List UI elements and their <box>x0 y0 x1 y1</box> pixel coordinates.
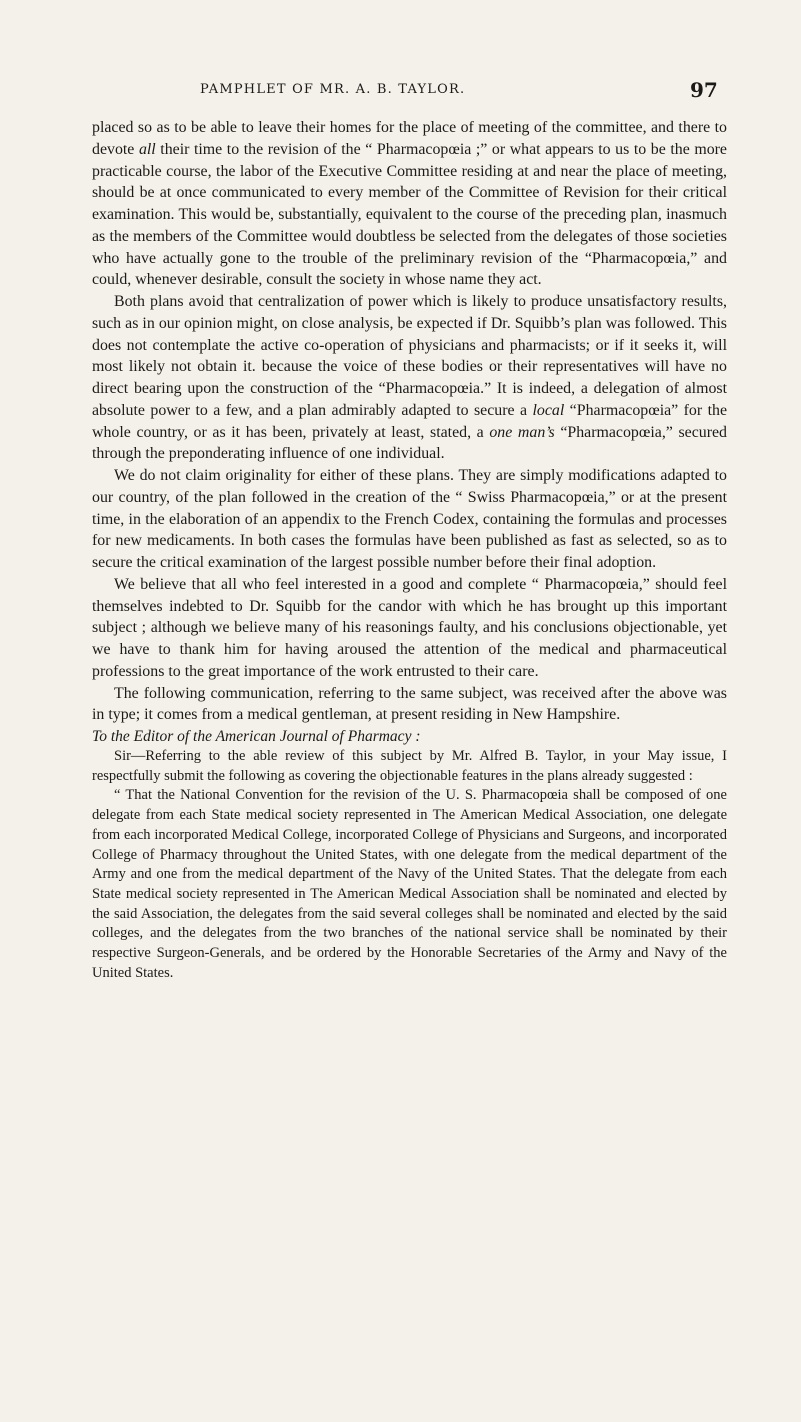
paragraph-2: Both plans avoid that centralization of power which is likely to produce unsatisfactory results, such as in our opinion might, on close analysis, be expected if Dr. Squibb’s plan was followed. This does not contemplate the active co-operation of physicians and pharmacists; or if it seeks it, will most likely not obtain it. because the voice of these bodies or their representatives will have no direct bearing upon the construction of the “Pharmacopœia.” It is indeed, a delegation of almost absolute power to a few, and a plan admirably adapted to secure a local “Pharmacopœia” for the whole country, or as it has been, privately at least, stated, a one man’s “Pharmacopœia,” secured through the preponderating influence of one individual. <box>92 293 727 463</box>
page-header <box>0 74 801 104</box>
paragraph-5: The following communication, referring to the same subject, was received after the above was in type; it comes from a medical gentleman, at present residing in New Hampshire. <box>92 684 727 724</box>
emphasis-all: all <box>138 140 156 158</box>
paragraph-3: We do not claim originality for either of these plans. They are simply modifications adapted to our country, of the plan followed in the creation of the “ Swiss Pharmacopœia,” or at the present time, in the elaboration of an appendix to the French Codex, containing the formulas and processes for new medicaments. In both cases the formulas have been published as fast as selected, so as to secure the critical examination of the largest possible number before their final adoption. <box>92 467 727 571</box>
article-text <box>92 117 727 726</box>
emphasis-one-mans: one man’s <box>489 423 555 441</box>
paragraph-4: We believe that all who feel interested in a good and complete “ Pharmacopœia,” should feel themselves indebted to Dr. Squibb for the candor with which he has brought up this important subject ; although we believe many of his reasonings faulty, and his conclusions objectionable, yet we have to thank him for having aroused the attention of the medical and pharmaceutical professions to the great importance of the work entrusted to their care. <box>92 575 727 680</box>
letter-heading: To the Editor of the American Journal of Pharmacy : <box>92 728 421 745</box>
running-head: PAMPHLET OF MR. A. B. TAYLOR. <box>200 82 466 97</box>
letter-paragraph-1: Sir—Referring to the able review of this subject by Mr. Alfred B. Taylor, in your May issue, I respectfully submit the following as covering the objectionable features in the plans already suggested : <box>92 748 727 784</box>
paragraph-1: placed so as to be able to leave their homes for the place of meeting of the committee, and there to devote all their time to the revision of the “ Pharmacopœia ;” or what appears to us to be the more practicable course, the labor of the Executive Committee residing at and near the place of meeting, should be at once communicated to every member of the Committee of Revision for their critical examination. This would be, substantially, equivalent to the course of the preceding plan, inasmuch as the members of the Committee would doubtless be selected from the delegates of those societies who have actually gone to the trouble of the preliminary revision of the “Pharmacopœia,” and could, whenever desirable, consult the society in whose name they act. <box>92 119 727 289</box>
page-body <box>92 117 727 983</box>
page-number: 97 <box>690 78 718 102</box>
emphasis-local: local <box>532 401 565 419</box>
letter-to-editor <box>92 726 727 983</box>
letter-paragraph-2: “ That the National Convention for the revision of the U. S. Pharmacopœia shall be composed of one delegate from each State medical society represented in The American Medical Association, one delegate from each incorporated Medical College, incorporated College of Physicians and Surgeons, and incorporated College of Pharmacy throughout the United States, with one delegate from the medical department of the Army and one from the medical department of the Navy of the United States. That the delegate from each State medical society represented in The American Medical Association shall be nominated and elected by the said Association, the delegates from the said several colleges shall be nominated and elected by the said colleges, and the delegates from the two branches of the national service shall be nominated by their respective Surgeon-Generals, and be ordered by the Honorable Secretaries of the Army and Navy of the United States. <box>92 787 727 981</box>
